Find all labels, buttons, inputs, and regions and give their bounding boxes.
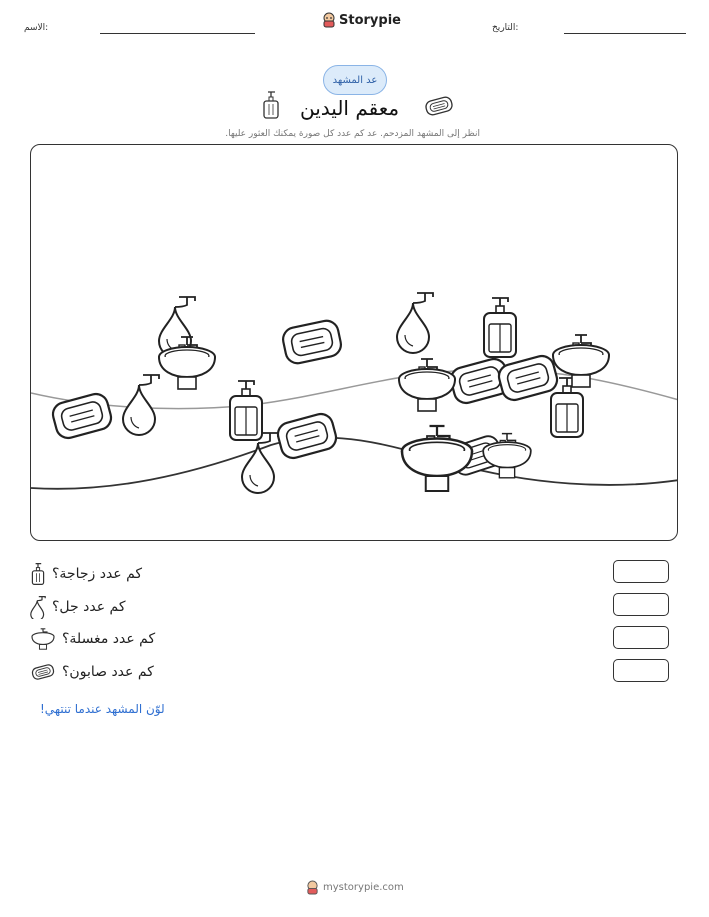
name-label: الاسم: xyxy=(24,23,49,33)
answer-box-soap[interactable] xyxy=(613,659,669,682)
sink[interactable] xyxy=(402,426,472,491)
gel-drop[interactable] xyxy=(123,375,159,435)
soap-pump-bottle-icon xyxy=(30,562,46,586)
question-soap xyxy=(30,662,154,682)
soap-bar[interactable] xyxy=(281,319,343,366)
footer-url[interactable]: mystorypie.com xyxy=(323,882,404,893)
date-line[interactable] xyxy=(564,33,686,34)
soap-bar-icon xyxy=(423,95,455,117)
question-text: كم عدد صابون؟ xyxy=(62,664,154,680)
question-drop xyxy=(30,595,126,619)
question-text: كم عدد جل؟ xyxy=(52,599,126,615)
soap-bar[interactable] xyxy=(496,353,559,402)
brand-logo xyxy=(322,12,401,28)
gel-drop[interactable] xyxy=(397,293,433,353)
answer-box-drop[interactable] xyxy=(613,593,669,616)
storypie-mascot-icon xyxy=(322,12,336,28)
color-instruction: لوّن المشهد عندما تنتهي! xyxy=(40,702,165,716)
answer-box-bottle[interactable] xyxy=(613,560,669,583)
name-line[interactable] xyxy=(100,33,255,34)
soap-bar-icon xyxy=(30,662,56,682)
sink-icon xyxy=(30,628,56,650)
scene-drawing xyxy=(31,145,678,541)
soap-bar[interactable] xyxy=(275,411,338,460)
question-text: كم عدد مغسلة؟ xyxy=(62,631,156,647)
soap-pump-bottle-icon xyxy=(262,90,280,120)
gel-drop-icon xyxy=(30,595,46,619)
answer-box-sink[interactable] xyxy=(613,626,669,649)
activity-badge: عد المشهد xyxy=(323,65,387,95)
counting-scene[interactable] xyxy=(30,144,678,541)
sink[interactable] xyxy=(399,359,455,411)
sink[interactable] xyxy=(553,335,609,387)
soap-pump-bottle[interactable] xyxy=(484,298,516,357)
date-label: التاريخ: xyxy=(492,23,519,33)
storypie-mascot-icon xyxy=(306,880,319,895)
page-title: معقم اليدين xyxy=(300,96,400,120)
footer xyxy=(306,880,404,895)
question-sink xyxy=(30,628,155,650)
brand-name: Storypie xyxy=(339,12,401,28)
instructions: انظر إلى المشهد المزدحم. عد كم عدد كل صورة يمكنك العثور عليها. xyxy=(225,129,480,139)
question-text: كم عدد زجاجة؟ xyxy=(52,566,143,582)
soap-pump-bottle[interactable] xyxy=(230,381,262,440)
gel-drop[interactable] xyxy=(242,433,278,493)
question-bottle xyxy=(30,562,142,586)
